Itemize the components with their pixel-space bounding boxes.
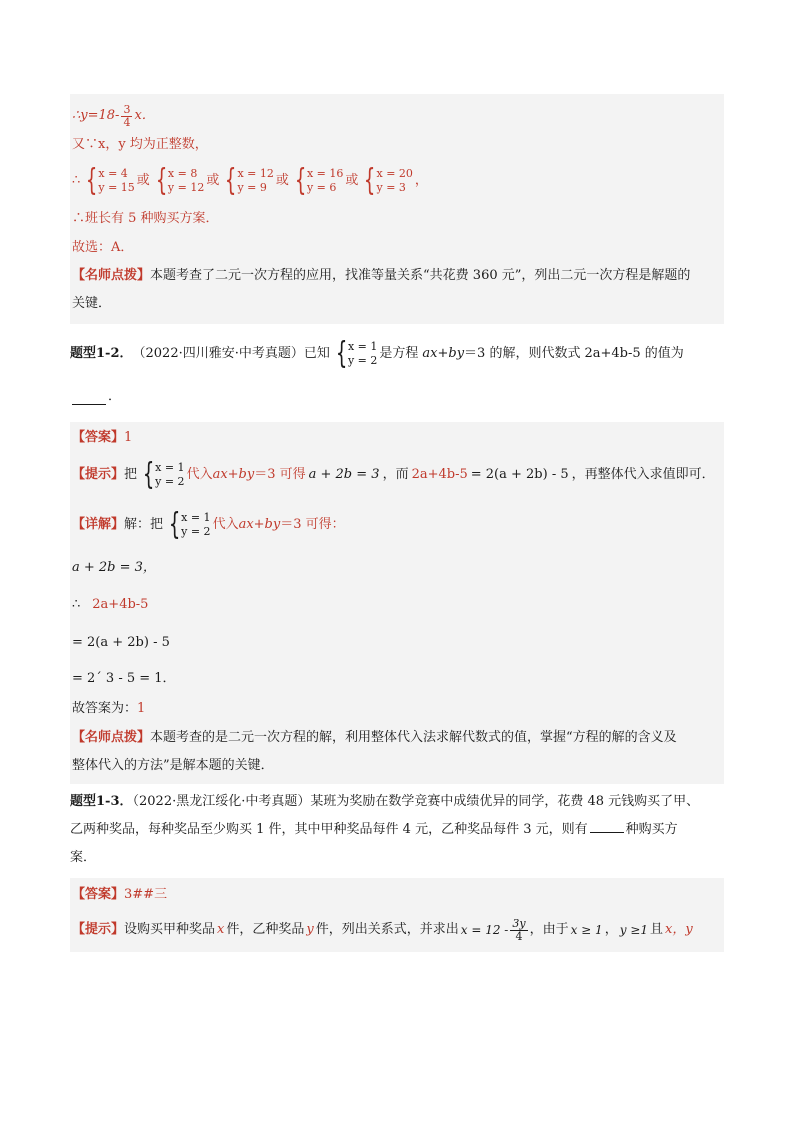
sol-y: y = 9 xyxy=(237,181,267,194)
hint-math: y ≥1 xyxy=(619,923,648,937)
expression: 2a+4b xyxy=(584,346,628,361)
detail-equation: ax+by xyxy=(238,517,281,532)
hint-system: { x = 1 y = 2 xyxy=(142,457,185,492)
hint-text: ，再整体代入求值即可． xyxy=(571,467,715,482)
hint-equation: ax+by xyxy=(212,467,255,482)
hint-text: 件，列出关系式，并求出 xyxy=(315,922,459,937)
hint-line xyxy=(72,452,722,498)
hint-math: x = 12 - xyxy=(460,923,509,937)
answer-line xyxy=(72,880,722,910)
solution-block-3 xyxy=(70,878,724,952)
tip-text-cont: 关键． xyxy=(72,296,112,311)
hint-text: ＝3 可得 xyxy=(254,467,306,482)
sol-x: x = 12 xyxy=(237,167,274,180)
integer-condition-line xyxy=(72,132,722,158)
or-word: 或 xyxy=(206,173,220,188)
solution-system-4: { x = 16 y = 6 xyxy=(294,163,344,198)
choice-text: 故选：A． xyxy=(72,240,134,255)
sys-x: x = 1 xyxy=(181,511,211,524)
final-answer-line xyxy=(72,694,722,724)
question-1-3 xyxy=(70,788,724,872)
solution-system-5: { x = 20 y = 3 xyxy=(364,163,413,198)
hint-var: x，y xyxy=(665,922,693,937)
question-text-3: 案． xyxy=(70,850,97,865)
question-source: （2022·黑龙江绥化·中考真题）某班为奖励在数学竞赛中成绩优异的同学，花费 48 元钱购买了甲、 xyxy=(132,794,700,809)
answer-value: 1 xyxy=(124,430,133,445)
or-word: 或 xyxy=(275,173,289,188)
sol-y: y = 15 xyxy=(98,181,135,194)
choice-line xyxy=(72,234,722,262)
answer-tag: 【答案】 xyxy=(72,887,125,902)
therefore-symbol: ∴ xyxy=(72,597,81,612)
answer-tag: 【答案】 xyxy=(72,430,125,445)
solution-system-2: { x = 8 y = 12 xyxy=(155,163,205,198)
integer-condition-text: 又∵x，y 均为正整数， xyxy=(72,137,208,152)
plan-count-line xyxy=(72,204,722,234)
detail-line xyxy=(72,502,722,548)
document-page xyxy=(70,94,724,952)
period: ． xyxy=(108,389,122,404)
question-mid2: ＝3 的解，则代数式 xyxy=(464,346,581,361)
question-mid: 是方程 xyxy=(379,346,419,361)
question-line xyxy=(70,332,724,376)
question-end: -5 的值为 xyxy=(627,346,684,361)
detail-system: { x = 1 y = 2 xyxy=(168,507,211,542)
detail-text: ＝3 可得： xyxy=(280,517,345,532)
step-line xyxy=(72,622,722,664)
fraction-denominator: 4 xyxy=(123,115,131,129)
question-source: （2022·四川雅安·中考真题）已知 xyxy=(132,346,330,361)
question-text-2: 乙两种奖品，每种奖品至少购买 1 件，其中甲种奖品每件 4 元，乙种奖品每件 3 元，则有 xyxy=(70,822,588,837)
hint-text: ，由于 xyxy=(529,922,569,937)
hint-math: = 2(a + 2b) - 5 xyxy=(470,467,569,482)
fraction xyxy=(510,918,527,943)
answer-blank xyxy=(590,818,624,833)
sys-x: x = 1 xyxy=(347,340,378,353)
eq-prefix: ∴y=18- xyxy=(72,108,120,123)
answer-line xyxy=(72,424,722,452)
step-line xyxy=(72,664,722,694)
question-title: 题型1-3． xyxy=(70,794,133,809)
solution-system-1: { x = 4 y = 15 xyxy=(86,163,135,198)
hint-var: y xyxy=(306,922,314,937)
hint-expression: 2a+4b-5 xyxy=(411,467,468,482)
tip-text: 本题考查的是二元一次方程的解，利用整体代入法求解代数式的值，掌握“方程的解的含义及 xyxy=(150,730,677,745)
sys-y: y = 2 xyxy=(181,525,211,538)
hint-text: 件，乙种奖品 xyxy=(226,922,305,937)
step-line xyxy=(72,548,722,588)
hint-text: 把 xyxy=(124,467,138,482)
hint-math: a + 2b = 3 xyxy=(308,467,380,482)
solution-block-2 xyxy=(70,422,724,784)
fraction-denominator: 4 xyxy=(515,929,523,943)
hint-text: ，而 xyxy=(382,467,409,482)
hint-line xyxy=(72,910,722,950)
hint-tag: 【提示】 xyxy=(72,467,125,482)
sol-x: x = 16 xyxy=(306,167,344,180)
sys-x: x = 1 xyxy=(155,461,185,474)
tip-tag: 【名师点拨】 xyxy=(72,730,151,745)
or-word: 或 xyxy=(345,173,359,188)
step-line xyxy=(72,588,722,622)
sol-x: x = 8 xyxy=(167,167,198,180)
hint-var: x xyxy=(217,922,225,937)
solution-system-3: { x = 12 y = 9 xyxy=(225,163,274,198)
detail-text: 代入 xyxy=(212,517,239,532)
answer-blank xyxy=(72,390,106,405)
final-answer-value: 1 xyxy=(137,701,146,716)
sol-y: y = 12 xyxy=(167,181,205,194)
hint-text: 设购买甲种奖品 xyxy=(124,922,216,937)
sol-y: y = 6 xyxy=(306,181,337,194)
fraction-numerator: 3 xyxy=(123,102,131,116)
question-title: 题型1-2． xyxy=(70,346,133,361)
tip-tag: 【名师点拨】 xyxy=(72,268,151,283)
step-expression: 2a+4b-5 xyxy=(92,597,149,612)
teacher-tip-1 xyxy=(72,262,722,318)
question-text xyxy=(70,788,724,872)
sol-y: y = 3 xyxy=(376,181,406,194)
sys-y: y = 2 xyxy=(155,475,185,488)
hint-text: 且 xyxy=(650,922,664,937)
step-text: a + 2b = 3， xyxy=(72,560,156,575)
detail-text: 解：把 xyxy=(124,517,164,532)
teacher-tip-2 xyxy=(72,724,722,780)
fraction xyxy=(121,104,132,129)
comma: ， xyxy=(414,173,428,188)
answer-value: 3##三 xyxy=(124,887,168,902)
or-word: 或 xyxy=(136,173,150,188)
equation: ax+by xyxy=(422,346,465,361)
step-text: = 2(a + 2b) - 5 xyxy=(72,635,170,650)
question-1-2 xyxy=(70,332,724,412)
question-text-2b: 种购买方 xyxy=(625,822,678,837)
hint-tag: 【提示】 xyxy=(72,922,125,937)
solutions-line xyxy=(72,158,722,204)
step-text: = 2´ 3 - 5 = 1． xyxy=(72,671,176,686)
solution-block-1 xyxy=(70,94,724,324)
fraction-numerator: 3y xyxy=(512,916,526,930)
therefore-symbol: ∴ xyxy=(72,173,81,188)
eq-suffix: x． xyxy=(134,108,155,123)
sol-x: x = 4 xyxy=(98,167,128,180)
final-answer-label: 故答案为： xyxy=(72,701,138,716)
detail-tag: 【详解】 xyxy=(72,517,125,532)
tip-text-cont: 整体代入的方法”是解本题的关键． xyxy=(72,758,274,773)
answer-blank-line xyxy=(70,382,724,412)
plan-count-text: ∴班长有 5 种购买方案． xyxy=(72,211,219,226)
tip-text: 本题考查了二元一次方程的应用，找准等量关系“共花费 360 元”，列出二元一次方程是解题的 xyxy=(150,268,691,283)
hint-text: ， xyxy=(604,922,618,937)
given-system: { x = 1 y = 2 xyxy=(335,336,378,371)
hint-math: x ≥ 1 xyxy=(570,923,603,937)
sys-y: y = 2 xyxy=(347,354,378,367)
hint-text: 代入 xyxy=(186,467,213,482)
equation-line xyxy=(72,100,722,132)
sol-x: x = 20 xyxy=(376,167,413,180)
